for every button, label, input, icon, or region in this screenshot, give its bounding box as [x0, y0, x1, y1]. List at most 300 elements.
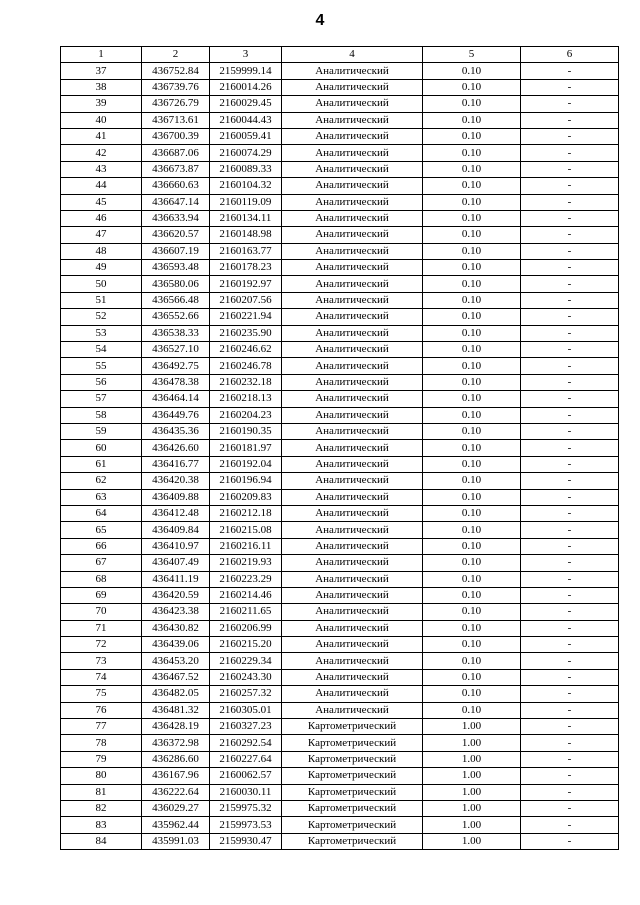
- cell-method: Аналитический: [282, 243, 423, 259]
- cell-x-coordinate: 436660.63: [142, 178, 210, 194]
- cell-note: -: [521, 309, 619, 325]
- cell-point-number: 47: [61, 227, 142, 243]
- cell-accuracy: 0.10: [423, 653, 521, 669]
- table-row: [61, 751, 619, 767]
- cell-point-number: 77: [61, 719, 142, 735]
- cell-x-coordinate: 436467.52: [142, 669, 210, 685]
- cell-accuracy: 0.10: [423, 145, 521, 161]
- coordinates-table: [60, 46, 619, 850]
- cell-x-coordinate: 436430.82: [142, 620, 210, 636]
- cell-note: -: [521, 358, 619, 374]
- cell-point-number: 62: [61, 473, 142, 489]
- cell-point-number: 39: [61, 96, 142, 112]
- cell-accuracy: 1.00: [423, 719, 521, 735]
- cell-point-number: 57: [61, 391, 142, 407]
- cell-point-number: 69: [61, 587, 142, 603]
- cell-point-number: 61: [61, 456, 142, 472]
- cell-method: Аналитический: [282, 260, 423, 276]
- cell-x-coordinate: 436739.76: [142, 79, 210, 95]
- cell-y-coordinate: 2160190.35: [210, 423, 282, 439]
- cell-method: Аналитический: [282, 178, 423, 194]
- cell-accuracy: 0.10: [423, 178, 521, 194]
- cell-point-number: 78: [61, 735, 142, 751]
- table-row: [61, 374, 619, 390]
- cell-x-coordinate: 436453.20: [142, 653, 210, 669]
- cell-method: Аналитический: [282, 276, 423, 292]
- table-row: [61, 309, 619, 325]
- table-row: [61, 112, 619, 128]
- cell-y-coordinate: 2160215.08: [210, 522, 282, 538]
- cell-y-coordinate: 2160292.54: [210, 735, 282, 751]
- table-row: [61, 243, 619, 259]
- cell-point-number: 74: [61, 669, 142, 685]
- cell-point-number: 53: [61, 325, 142, 341]
- cell-method: Аналитический: [282, 489, 423, 505]
- table-row: [61, 178, 619, 194]
- cell-accuracy: 1.00: [423, 784, 521, 800]
- cell-x-coordinate: 436420.59: [142, 587, 210, 603]
- cell-note: -: [521, 686, 619, 702]
- table-row: [61, 555, 619, 571]
- table-row: [61, 63, 619, 79]
- cell-y-coordinate: 2160223.29: [210, 571, 282, 587]
- cell-method: Аналитический: [282, 571, 423, 587]
- cell-note: -: [521, 505, 619, 521]
- cell-accuracy: 0.10: [423, 538, 521, 554]
- cell-method: Аналитический: [282, 620, 423, 636]
- cell-method: Аналитический: [282, 423, 423, 439]
- cell-note: -: [521, 538, 619, 554]
- cell-method: Аналитический: [282, 538, 423, 554]
- table-row: [61, 325, 619, 341]
- cell-x-coordinate: 436410.97: [142, 538, 210, 554]
- cell-accuracy: 1.00: [423, 800, 521, 816]
- cell-point-number: 56: [61, 374, 142, 390]
- cell-x-coordinate: 436481.32: [142, 702, 210, 718]
- cell-method: Аналитический: [282, 292, 423, 308]
- cell-note: -: [521, 96, 619, 112]
- cell-y-coordinate: 2159930.47: [210, 833, 282, 849]
- table-row: [61, 604, 619, 620]
- cell-x-coordinate: 436527.10: [142, 342, 210, 358]
- cell-note: -: [521, 719, 619, 735]
- cell-y-coordinate: 2160219.93: [210, 555, 282, 571]
- cell-method: Аналитический: [282, 587, 423, 603]
- cell-note: -: [521, 227, 619, 243]
- table-row: [61, 342, 619, 358]
- cell-accuracy: 0.10: [423, 522, 521, 538]
- cell-method: Картометрический: [282, 833, 423, 849]
- cell-method: Картометрический: [282, 735, 423, 751]
- cell-accuracy: 0.10: [423, 358, 521, 374]
- cell-note: -: [521, 210, 619, 226]
- cell-x-coordinate: 436407.49: [142, 555, 210, 571]
- cell-method: Аналитический: [282, 210, 423, 226]
- cell-point-number: 58: [61, 407, 142, 423]
- cell-accuracy: 0.10: [423, 489, 521, 505]
- cell-point-number: 38: [61, 79, 142, 95]
- cell-x-coordinate: 436607.19: [142, 243, 210, 259]
- cell-accuracy: 0.10: [423, 456, 521, 472]
- cell-x-coordinate: 436482.05: [142, 686, 210, 702]
- cell-method: Аналитический: [282, 391, 423, 407]
- cell-accuracy: 0.10: [423, 505, 521, 521]
- cell-method: Картометрический: [282, 800, 423, 816]
- cell-accuracy: 0.10: [423, 440, 521, 456]
- cell-x-coordinate: 436409.84: [142, 522, 210, 538]
- cell-y-coordinate: 2160089.33: [210, 161, 282, 177]
- table-row: [61, 423, 619, 439]
- cell-accuracy: 0.10: [423, 292, 521, 308]
- cell-point-number: 79: [61, 751, 142, 767]
- cell-note: -: [521, 473, 619, 489]
- cell-x-coordinate: 436409.88: [142, 489, 210, 505]
- cell-note: -: [521, 194, 619, 210]
- cell-accuracy: 0.10: [423, 194, 521, 210]
- cell-point-number: 83: [61, 817, 142, 833]
- cell-y-coordinate: 2160163.77: [210, 243, 282, 259]
- cell-accuracy: 0.10: [423, 686, 521, 702]
- cell-note: -: [521, 751, 619, 767]
- cell-method: Аналитический: [282, 604, 423, 620]
- cell-note: -: [521, 423, 619, 439]
- cell-note: -: [521, 342, 619, 358]
- cell-method: Аналитический: [282, 505, 423, 521]
- table-row: [61, 522, 619, 538]
- table-row: [61, 653, 619, 669]
- cell-x-coordinate: 436633.94: [142, 210, 210, 226]
- cell-note: -: [521, 817, 619, 833]
- cell-method: Аналитический: [282, 79, 423, 95]
- cell-x-coordinate: 436426.60: [142, 440, 210, 456]
- cell-x-coordinate: 436620.57: [142, 227, 210, 243]
- cell-point-number: 44: [61, 178, 142, 194]
- column-header: 6: [521, 47, 619, 63]
- cell-y-coordinate: 2160192.04: [210, 456, 282, 472]
- cell-point-number: 82: [61, 800, 142, 816]
- cell-note: -: [521, 178, 619, 194]
- cell-method: Аналитический: [282, 325, 423, 341]
- cell-point-number: 52: [61, 309, 142, 325]
- cell-method: Аналитический: [282, 407, 423, 423]
- cell-method: Аналитический: [282, 473, 423, 489]
- cell-x-coordinate: 436538.33: [142, 325, 210, 341]
- cell-y-coordinate: 2160209.83: [210, 489, 282, 505]
- cell-note: -: [521, 620, 619, 636]
- cell-accuracy: 1.00: [423, 833, 521, 849]
- cell-point-number: 75: [61, 686, 142, 702]
- cell-x-coordinate: 436029.27: [142, 800, 210, 816]
- table-row: [61, 473, 619, 489]
- cell-y-coordinate: 2160207.56: [210, 292, 282, 308]
- cell-y-coordinate: 2159973.53: [210, 817, 282, 833]
- cell-point-number: 46: [61, 210, 142, 226]
- cell-x-coordinate: 435962.44: [142, 817, 210, 833]
- cell-note: -: [521, 243, 619, 259]
- cell-x-coordinate: 436449.76: [142, 407, 210, 423]
- cell-accuracy: 0.10: [423, 604, 521, 620]
- cell-note: -: [521, 604, 619, 620]
- cell-accuracy: 0.10: [423, 702, 521, 718]
- cell-note: -: [521, 669, 619, 685]
- cell-x-coordinate: 436552.66: [142, 309, 210, 325]
- cell-point-number: 64: [61, 505, 142, 521]
- table-row: [61, 800, 619, 816]
- cell-method: Аналитический: [282, 112, 423, 128]
- cell-method: Аналитический: [282, 309, 423, 325]
- cell-x-coordinate: 436593.48: [142, 260, 210, 276]
- cell-y-coordinate: 2160235.90: [210, 325, 282, 341]
- cell-point-number: 72: [61, 637, 142, 653]
- cell-y-coordinate: 2160014.26: [210, 79, 282, 95]
- cell-x-coordinate: 436478.38: [142, 374, 210, 390]
- cell-note: -: [521, 833, 619, 849]
- table-row: [61, 489, 619, 505]
- table-row: [61, 440, 619, 456]
- table-row: [61, 96, 619, 112]
- cell-point-number: 55: [61, 358, 142, 374]
- cell-note: -: [521, 784, 619, 800]
- cell-method: Аналитический: [282, 669, 423, 685]
- table-row: [61, 587, 619, 603]
- cell-y-coordinate: 2160215.20: [210, 637, 282, 653]
- column-header: 5: [423, 47, 521, 63]
- table-row: [61, 784, 619, 800]
- cell-method: Аналитический: [282, 161, 423, 177]
- cell-y-coordinate: 2160196.94: [210, 473, 282, 489]
- cell-note: -: [521, 653, 619, 669]
- cell-accuracy: 0.10: [423, 555, 521, 571]
- cell-y-coordinate: 2160134.11: [210, 210, 282, 226]
- cell-accuracy: 0.10: [423, 571, 521, 587]
- cell-method: Аналитический: [282, 637, 423, 653]
- cell-point-number: 49: [61, 260, 142, 276]
- cell-accuracy: 0.10: [423, 407, 521, 423]
- cell-x-coordinate: 436566.48: [142, 292, 210, 308]
- table-row: [61, 128, 619, 144]
- cell-x-coordinate: 436687.06: [142, 145, 210, 161]
- cell-y-coordinate: 2160246.78: [210, 358, 282, 374]
- cell-y-coordinate: 2160232.18: [210, 374, 282, 390]
- cell-note: -: [521, 555, 619, 571]
- cell-point-number: 84: [61, 833, 142, 849]
- cell-point-number: 71: [61, 620, 142, 636]
- cell-accuracy: 0.10: [423, 227, 521, 243]
- cell-y-coordinate: 2160062.57: [210, 768, 282, 784]
- cell-y-coordinate: 2160030.11: [210, 784, 282, 800]
- table-row: [61, 719, 619, 735]
- cell-x-coordinate: 436286.60: [142, 751, 210, 767]
- cell-y-coordinate: 2160218.13: [210, 391, 282, 407]
- cell-method: Аналитический: [282, 440, 423, 456]
- cell-accuracy: 0.10: [423, 374, 521, 390]
- cell-note: -: [521, 637, 619, 653]
- cell-accuracy: 0.10: [423, 96, 521, 112]
- cell-point-number: 54: [61, 342, 142, 358]
- cell-point-number: 51: [61, 292, 142, 308]
- cell-note: -: [521, 702, 619, 718]
- cell-accuracy: 0.10: [423, 391, 521, 407]
- table-row: [61, 686, 619, 702]
- cell-method: Аналитический: [282, 227, 423, 243]
- cell-method: Аналитический: [282, 686, 423, 702]
- cell-y-coordinate: 2160029.45: [210, 96, 282, 112]
- cell-y-coordinate: 2160212.18: [210, 505, 282, 521]
- table-row: [61, 817, 619, 833]
- cell-x-coordinate: 436700.39: [142, 128, 210, 144]
- cell-x-coordinate: 436673.87: [142, 161, 210, 177]
- cell-method: Аналитический: [282, 456, 423, 472]
- table-row: [61, 505, 619, 521]
- table-row: [61, 145, 619, 161]
- table-row: [61, 227, 619, 243]
- cell-method: Аналитический: [282, 374, 423, 390]
- cell-x-coordinate: 436492.75: [142, 358, 210, 374]
- cell-accuracy: 0.10: [423, 587, 521, 603]
- cell-y-coordinate: 2160243.30: [210, 669, 282, 685]
- cell-y-coordinate: 2160229.34: [210, 653, 282, 669]
- cell-x-coordinate: 436428.19: [142, 719, 210, 735]
- cell-accuracy: 0.10: [423, 669, 521, 685]
- cell-point-number: 48: [61, 243, 142, 259]
- cell-note: -: [521, 63, 619, 79]
- cell-y-coordinate: 2160192.97: [210, 276, 282, 292]
- cell-point-number: 63: [61, 489, 142, 505]
- cell-y-coordinate: 2160044.43: [210, 112, 282, 128]
- cell-point-number: 65: [61, 522, 142, 538]
- table-row: [61, 702, 619, 718]
- cell-point-number: 66: [61, 538, 142, 554]
- cell-accuracy: 0.10: [423, 63, 521, 79]
- cell-y-coordinate: 2160221.94: [210, 309, 282, 325]
- cell-note: -: [521, 489, 619, 505]
- cell-accuracy: 0.10: [423, 309, 521, 325]
- cell-y-coordinate: 2160074.29: [210, 145, 282, 161]
- cell-note: -: [521, 407, 619, 423]
- cell-y-coordinate: 2160227.64: [210, 751, 282, 767]
- cell-point-number: 41: [61, 128, 142, 144]
- cell-accuracy: 0.10: [423, 210, 521, 226]
- cell-accuracy: 0.10: [423, 112, 521, 128]
- cell-x-coordinate: 436411.19: [142, 571, 210, 587]
- table-row: [61, 358, 619, 374]
- cell-point-number: 45: [61, 194, 142, 210]
- cell-note: -: [521, 374, 619, 390]
- cell-method: Картометрический: [282, 751, 423, 767]
- table-row: [61, 456, 619, 472]
- table-body: [61, 63, 619, 850]
- table-row: [61, 768, 619, 784]
- cell-note: -: [521, 391, 619, 407]
- cell-accuracy: 0.10: [423, 473, 521, 489]
- cell-x-coordinate: 436439.06: [142, 637, 210, 653]
- cell-y-coordinate: 2159975.32: [210, 800, 282, 816]
- table-row: [61, 292, 619, 308]
- cell-y-coordinate: 2160059.41: [210, 128, 282, 144]
- cell-y-coordinate: 2160206.99: [210, 620, 282, 636]
- cell-method: Аналитический: [282, 63, 423, 79]
- cell-x-coordinate: 436726.79: [142, 96, 210, 112]
- cell-x-coordinate: 436423.38: [142, 604, 210, 620]
- cell-accuracy: 1.00: [423, 751, 521, 767]
- cell-note: -: [521, 800, 619, 816]
- cell-x-coordinate: 436713.61: [142, 112, 210, 128]
- cell-accuracy: 1.00: [423, 768, 521, 784]
- cell-accuracy: 1.00: [423, 817, 521, 833]
- cell-point-number: 59: [61, 423, 142, 439]
- column-header: 3: [210, 47, 282, 63]
- cell-y-coordinate: 2160148.98: [210, 227, 282, 243]
- cell-accuracy: 0.10: [423, 128, 521, 144]
- cell-accuracy: 0.10: [423, 637, 521, 653]
- cell-method: Аналитический: [282, 522, 423, 538]
- cell-point-number: 37: [61, 63, 142, 79]
- table-row: [61, 161, 619, 177]
- cell-note: -: [521, 440, 619, 456]
- cell-accuracy: 0.10: [423, 260, 521, 276]
- cell-note: -: [521, 325, 619, 341]
- cell-note: -: [521, 587, 619, 603]
- cell-x-coordinate: 436647.14: [142, 194, 210, 210]
- cell-y-coordinate: 2160178.23: [210, 260, 282, 276]
- cell-accuracy: 0.10: [423, 243, 521, 259]
- table-row: [61, 276, 619, 292]
- cell-accuracy: 0.10: [423, 276, 521, 292]
- cell-point-number: 67: [61, 555, 142, 571]
- cell-x-coordinate: 436580.06: [142, 276, 210, 292]
- cell-method: Аналитический: [282, 342, 423, 358]
- cell-method: Картометрический: [282, 784, 423, 800]
- table-row: [61, 194, 619, 210]
- cell-note: -: [521, 161, 619, 177]
- cell-x-coordinate: 436372.98: [142, 735, 210, 751]
- cell-method: Аналитический: [282, 145, 423, 161]
- column-header: 2: [142, 47, 210, 63]
- cell-method: Аналитический: [282, 128, 423, 144]
- cell-point-number: 76: [61, 702, 142, 718]
- cell-method: Аналитический: [282, 702, 423, 718]
- cell-y-coordinate: 2160214.46: [210, 587, 282, 603]
- cell-note: -: [521, 768, 619, 784]
- cell-x-coordinate: 435991.03: [142, 833, 210, 849]
- cell-y-coordinate: 2160216.11: [210, 538, 282, 554]
- cell-y-coordinate: 2160204.23: [210, 407, 282, 423]
- cell-point-number: 40: [61, 112, 142, 128]
- cell-y-coordinate: 2160119.09: [210, 194, 282, 210]
- cell-method: Картометрический: [282, 719, 423, 735]
- table-row: [61, 260, 619, 276]
- page-number: 4: [315, 12, 325, 29]
- cell-accuracy: 0.10: [423, 161, 521, 177]
- cell-point-number: 81: [61, 784, 142, 800]
- cell-x-coordinate: 436435.36: [142, 423, 210, 439]
- cell-note: -: [521, 571, 619, 587]
- cell-note: -: [521, 112, 619, 128]
- table-row: [61, 391, 619, 407]
- cell-accuracy: 0.10: [423, 620, 521, 636]
- table-row: [61, 735, 619, 751]
- cell-y-coordinate: 2160211.65: [210, 604, 282, 620]
- cell-method: Аналитический: [282, 358, 423, 374]
- cell-x-coordinate: 436752.84: [142, 63, 210, 79]
- cell-y-coordinate: 2159999.14: [210, 63, 282, 79]
- table-row: [61, 620, 619, 636]
- cell-x-coordinate: 436464.14: [142, 391, 210, 407]
- cell-accuracy: 0.10: [423, 325, 521, 341]
- cell-y-coordinate: 2160305.01: [210, 702, 282, 718]
- cell-note: -: [521, 260, 619, 276]
- cell-accuracy: 1.00: [423, 735, 521, 751]
